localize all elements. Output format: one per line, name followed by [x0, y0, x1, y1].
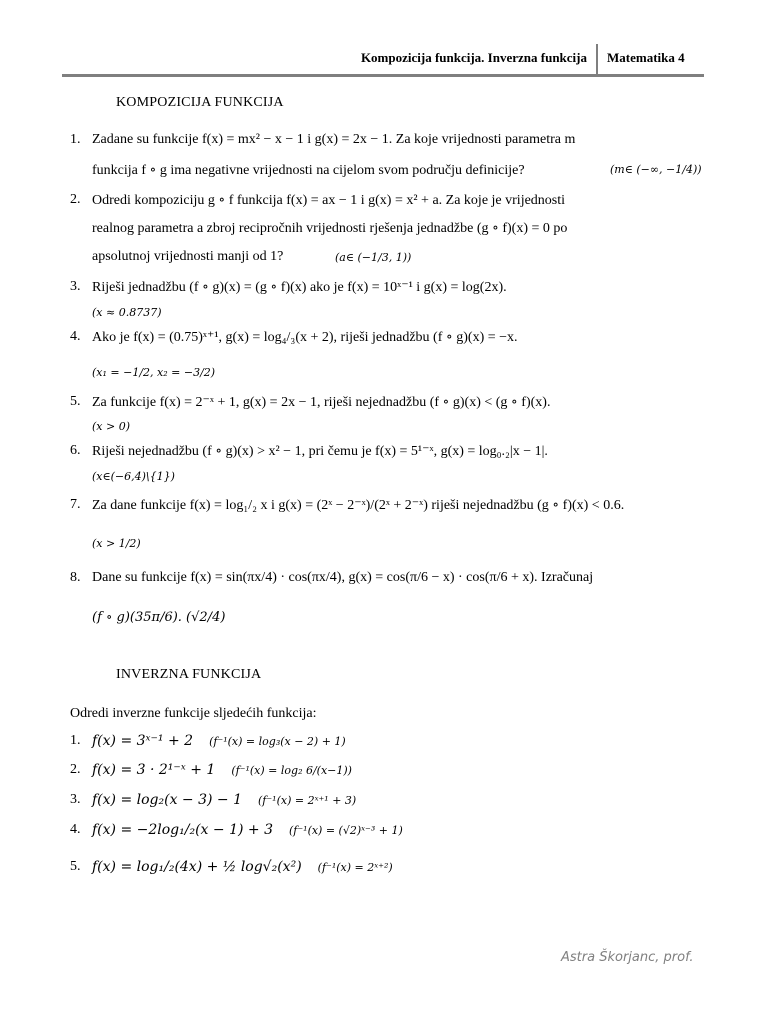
inverse-number: 3.: [70, 792, 81, 807]
inverse-item: [92, 733, 346, 749]
problem-text: Riješi jednadžbu (f ∘ g)(x) = (g ∘ f)(x) ako je f(x) = 10ˣ⁻¹ i g(x) = log(2x).: [92, 280, 507, 295]
section-title-composition: KOMPOZICIJA FUNKCIJA: [116, 95, 284, 110]
inverse-item: [92, 792, 356, 808]
problem-number: 5.: [70, 394, 81, 409]
problem-number: 1.: [70, 132, 81, 147]
problem-answer: (x₁ = −1/2, x₂ = −3/2): [92, 366, 216, 379]
problem-text: Ako je f(x) = (0.75)ˣ⁺¹, g(x) = log₄/₃(x + 2), riješi jednadžbu (f ∘ g)(x) = −x.: [92, 330, 518, 345]
problem-answer: (x ≈ 0.8737): [92, 306, 162, 319]
problem-text: Dane su funkcije f(x) = sin(πx/4) · cos(πx/4), g(x) = cos(π/6 − x) · cos(π/6 + x). Izračunaj: [92, 570, 594, 585]
inverse-answer: (f⁻¹(x) = log₂ 6/(x−1)): [231, 764, 352, 777]
problem-number: 2.: [70, 192, 81, 207]
problem-number: 4.: [70, 329, 81, 344]
inverse-function: f(x) = 3 · 2¹⁻ˣ + 1: [92, 762, 216, 778]
author-signature: Astra Škorjanc, prof.: [561, 950, 694, 965]
problem-text: Za dane funkcije f(x) = log₁/₂ x i g(x) = (2ˣ − 2⁻ˣ)/(2ˣ + 2⁻ˣ) riješi nejednadžbu (g ∘ f)(x) < 0.6.: [92, 498, 625, 513]
section-title-inverse: INVERZNA FUNKCIJA: [116, 667, 262, 682]
problem-text: funkcija f ∘ g ima negativne vrijednosti na cijelom svom području definicije?: [92, 163, 525, 178]
inverse-answer: (f⁻¹(x) = 2ˣ⁺¹ + 3): [258, 794, 357, 807]
inverse-answer: (f⁻¹(x) = (√2)ˣ⁻³ + 1): [288, 824, 403, 837]
problem-answer: (m∈ (−∞, −1/4)): [610, 163, 702, 176]
inverse-function: f(x) = 3ˣ⁻¹ + 2: [92, 733, 194, 749]
inverse-item: [92, 859, 393, 875]
problem-number: 3.: [70, 279, 81, 294]
header-subject: Matematika 4: [607, 50, 685, 65]
problem-answer: (a∈ (−1/3, 1)): [335, 251, 412, 264]
problem-number: 7.: [70, 497, 81, 512]
header-separator: [596, 44, 598, 74]
page-header: [62, 0, 704, 77]
inverse-item: [92, 762, 352, 778]
inverse-number: 1.: [70, 733, 81, 748]
inverse-function: f(x) = −2log₁/₂(x − 1) + 3: [92, 822, 273, 838]
problem-answer: (f ∘ g)(35π/6). (√2/4): [92, 610, 226, 625]
problem-answer: (x∈(−6,4)\{1}): [92, 470, 175, 483]
problem-answer: (x > 0): [92, 420, 130, 433]
inverse-answer: (f⁻¹(x) = log₃(x − 2) + 1): [209, 735, 346, 748]
inverse-number: 2.: [70, 762, 81, 777]
problem-text: Zadane su funkcije f(x) = mx² − x − 1 i g(x) = 2x − 1. Za koje vrijednosti parametra m: [92, 132, 576, 147]
inverse-item: [92, 822, 403, 838]
problem-number: 6.: [70, 443, 81, 458]
section-intro: Odredi inverzne funkcije sljedećih funkcija:: [70, 706, 317, 721]
problem-text: realnog parametra a zbroj recipročnih vrijednosti rješenja jednadžbe (g ∘ f)(x) = 0 po: [92, 221, 568, 236]
header-title: Kompozicija funkcija. Inverzna funkcija: [360, 50, 587, 65]
problem-text: Za funkcije f(x) = 2⁻ˣ + 1, g(x) = 2x − 1, riješi nejednadžbu (f ∘ g)(x) < (g ∘ f)(x).: [92, 395, 551, 410]
inverse-function: f(x) = log₂(x − 3) − 1: [92, 792, 243, 808]
inverse-function: f(x) = log₁/₂(4x) + ½ log√₂(x²): [92, 859, 302, 875]
inverse-number: 5.: [70, 859, 81, 874]
problem-text: Riješi nejednadžbu (f ∘ g)(x) > x² − 1, pri čemu je f(x) = 5¹⁻ˣ, g(x) = log₀.₂|x − 1|.: [92, 444, 548, 459]
problem-text: Odredi kompoziciju g ∘ f funkcija f(x) = ax − 1 i g(x) = x² + a. Za koje je vrijednosti: [92, 193, 566, 208]
inverse-answer: (f⁻¹(x) = 2ˣ⁺²): [317, 861, 393, 874]
inverse-number: 4.: [70, 822, 81, 837]
problem-number: 8.: [70, 570, 81, 585]
problem-answer: (x > 1/2): [92, 537, 141, 550]
problem-text: apsolutnoj vrijednosti manji od 1?: [92, 249, 284, 264]
